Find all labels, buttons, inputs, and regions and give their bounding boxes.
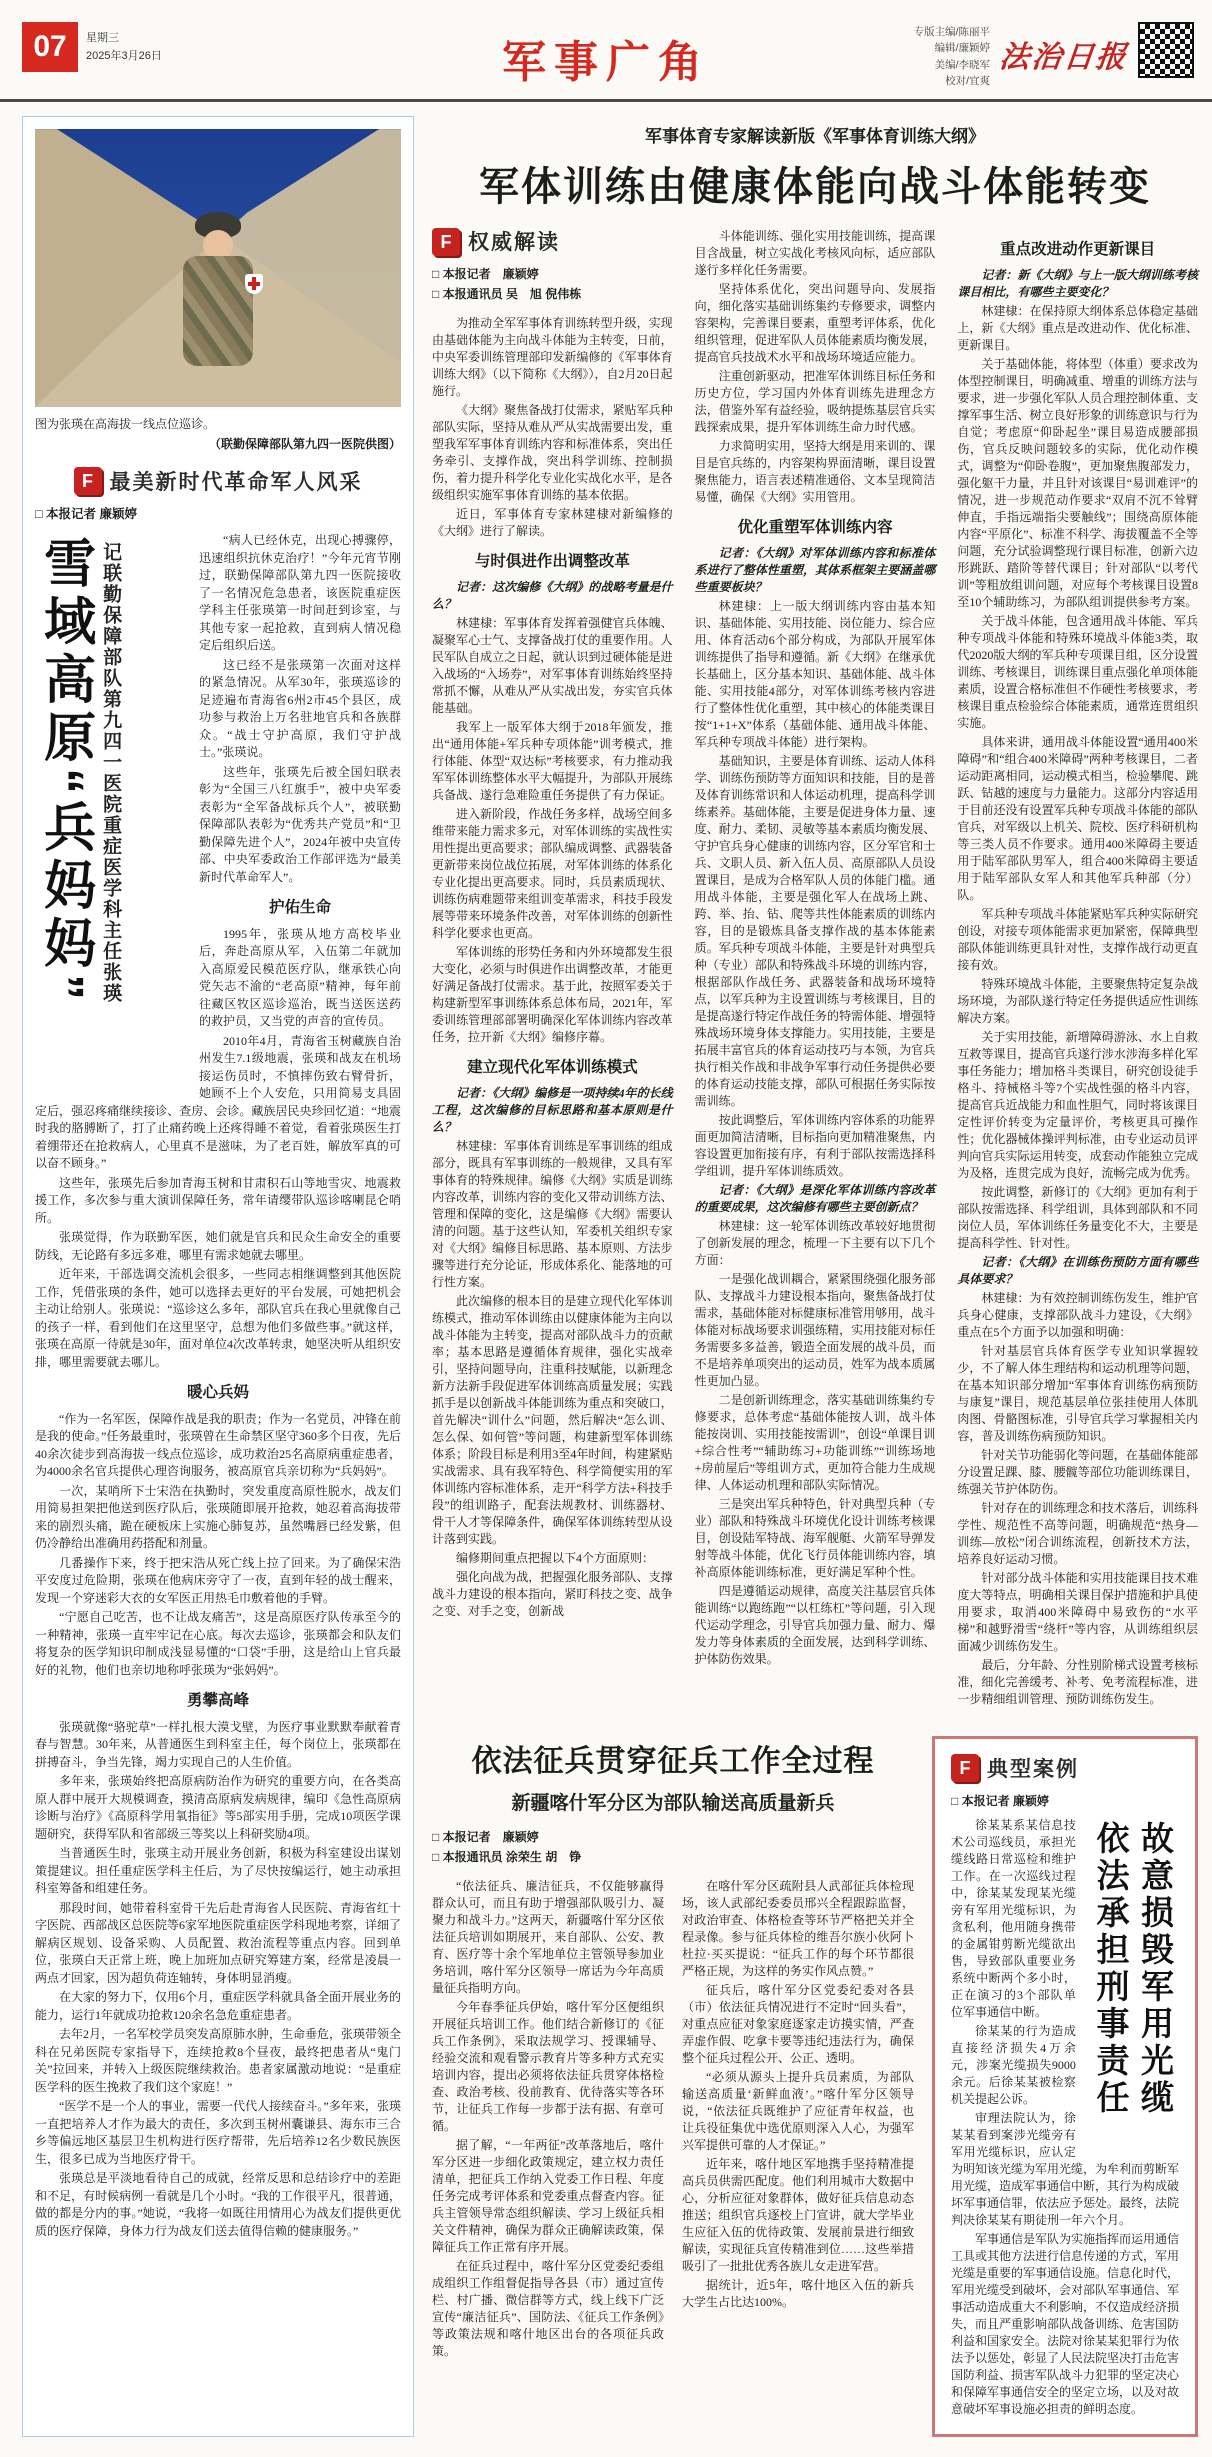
paragraph: 军兵种专项战斗体能紧贴军兵种实际研究创设，对接专项体能需求更加紧密，保障典型部队体能训练更具针对性，支撑作战行动更直接有效。: [957, 907, 1199, 973]
vertical-headline-block: [37, 536, 189, 1096]
kicker: 军事体育专家解读新版《军事体育训练大纲》: [645, 127, 985, 147]
paragraph: 徐某某系某信息技术公司巡线员，承担光缆线路日常巡检和维护工作。在一次巡线过程中，徐某某发现某光缆旁有军用光缆标识，为贪私利，他用随身携带的金属钳剪断光缆欲出售，导致部队重要业务系统中断两个多小时，正在演习的3个部队单位军事通信中断。: [951, 1818, 1076, 2020]
subhead: 重点改进动作更新课目: [1000, 241, 1156, 259]
paragraph: 基础知识，主要是体育训练、运动人体科学、训练伤预防等方面知识和技能，目的是普及体育训练常识和人体运动机理，提高科学训练素养。基础体能，主要是促进身体力量、速度、耐力、柔韧、灵敏等基本素质均衡发展、守护官兵身心健康的训练内容，区分军官和士兵、文职人员、新入伍人员、高原部队人员设置课目，是成为合格军队人员的体能门槛。通用战斗体能，主要是强化军人在战场上跳、跨、举、抬、钻、爬等共性体能素质的训练内容，目的是锻炼具备支撑作战的基本体能素质。军兵种专项战斗体能，主要是针对典型兵种（专业）部队和特殊战斗环境的训练内容，根据部队作战任务、武器装备和战场环境特点，以军兵种为主设置训练与考核课目，目的是提高遂行特定作战任务的特需体能、增强特殊战场环境身体支撑能力。实用技能，主要是拓展丰富官兵的体育运动技巧与本领，为官兵执行相关作战和非战争军事行动任务提供必要的体育运动技能支撑，部队可根据任务实际按需训练。: [694, 754, 936, 1109]
paragraph: 军事通信是军队为实施指挥而运用通信工具或其他方法进行信息传递的方式，军用光缆是重要的军事通信设施。信息化时代，军用光缆受到破坏，会对部队军事通信、军事活动造成重大不利影响，不仅造成经济损失，而且严重影响部队战备训练、危害国防利益和国家安全。法院对徐某某犯罪行为依法予以惩处，彰显了人民法院坚决打击危害国防利益、损害军队战斗力犯罪的坚定决心和保障军事通信安全的坚定立场，以及对故意破坏军事设施必担责的鲜明态度。: [951, 2232, 1180, 2417]
paragraph: 张瑛总是平淡地看待自己的成就，经常反思和总结诊疗中的差距和不足，有时候病例一看就是几个小时。“我的工作很平凡，很普通，做的都是分内的事。”她说，“我将一如既往用情用心为战友们提供更优质的医疗保障，身体力行为战友们送去值得信赖的健康服务。”: [35, 2171, 401, 2238]
photo-caption: 图为张瑛在高海拔一线点位巡诊。: [35, 417, 216, 432]
date: 2025年3月26日: [86, 49, 162, 62]
article-title: 雪域高原“兵妈妈”: [35, 536, 94, 1007]
case-title-line: 依法承担刑事责任: [1092, 1821, 1130, 2118]
main-article-col-1: [432, 228, 673, 1710]
paragraph: 坚持体系优化，突出问题导向、发展指向，细化落实基础训练集约专修要求，调整内容架构，完善课目要素，重塑考评体系，优化组织管理，促进军队人员体能素质均衡发展，提高官兵技战术水平和战场环境适应能力。: [694, 282, 936, 365]
question-paragraph: 记者：《大纲》在训练伤预防方面有哪些具体要求？: [957, 1255, 1199, 1287]
left-article: [22, 116, 414, 2437]
paragraph: 编修期间重点把握以下4个方面原则：: [456, 1550, 655, 1565]
paragraph: 多年来，张瑛始终把高原病防治作为研究的重要方向，在各类高原人群中展开大规模调查，摸清高原病发病规律，编印《急性高原病诊断与治疗》《高原科学用氧指征》等5部实用手册，完成10项医学课题研究，获得军队和省部级三等奖以上科研奖励4项。: [35, 1774, 401, 1841]
paragraph: 强化向战为战，把握强化服务部队、支撑战斗力建设的根本指向，紧盯科技之变、战争之变、对手之变，创新战: [432, 1569, 673, 1618]
badge-label: 最美新时代革命军人风采: [109, 471, 363, 495]
staff-line: 专版主编/陈丽平: [913, 26, 990, 38]
badge-label: 权威解读: [468, 230, 560, 254]
paragraph: 我军上一版军体大纲于2018年颁发，推出“通用体能+军兵种专项体能”训考模式，推行体能、体型“双达标”考核要求，有力推动我军军体训练整体水平大幅提升，为部队开展练兵备战、遂行急难险重任务提供了有力保证。: [432, 719, 673, 802]
case-vertical-headline: [1088, 1821, 1177, 2139]
paragraph: 军体训练的形势任务和内外环境都发生很大变化，必须与时俱进作出调整改革，才能更好满足备战打仗需求。基于此，按照军委关于构建新型军事训练体系总体布局，2021年，军委训练管理部部署明确深化军体训练内容改革任务，拉开新《大纲》编修序幕。: [432, 944, 673, 1044]
paragraph: 近日，军事体育专家林建棣对新编修的《大纲》进行了解读。: [432, 506, 673, 538]
paragraph: 林建棣：上一版大纲训练内容由基本知识、基础体能、实用技能、岗位能力、综合应用、体育活动6个部分构成，为部队开展军体训练提供了指导和遵循。新《大纲》在继承优长基础上，区分基本知识、基础体能、战斗体能、实用技能4部分，对军体训练考核内容进行了整体性优化重塑，其中核心的体能类课目按“1+1+X”体系（基础体能、通用战斗体能、军兵种专项战斗体能）进行架构。: [694, 599, 936, 750]
subhead: 暖心兵妈: [186, 1384, 249, 1402]
subhead: 与时俱进作出调整改革: [474, 552, 630, 570]
section-badge: [432, 228, 673, 256]
paragraph: 林建棣：军事体育训练是军事训练的组成部分，既具有军事训练的一般规律，又具有军事体育的特殊规律。编修《大纲》实质是训练内容改革，训练内容的变化又带动训练方法、管理和保障的变化，这是编修《大纲》需要认清的问题。基于这些认知，军委机关组织专家对《大纲》编修目标思路、基本原则、方法步骤等进行充分论证，形成体系化、能落地的可行性方案。: [432, 1138, 673, 1289]
paragraph: 四是遵循运动规律，高度关注基层官兵体能训练“以跑练跑”“以杠练杠”等问题，引入现代运动学理念，引导官兵加强力量、耐力、爆发力等身体素质的全面发展，达到科学训练、护体防伤效果。: [694, 1584, 936, 1667]
paragraph: 几番操作下来，终于把宋浩从死亡线上拉了回来。为了确保宋浩平安度过危险期，张瑛在他病床旁守了一夜，直到年轻的战士醒来，发现一个穿迷彩大衣的女军医正用热毛巾敷着他的手臂。: [35, 1555, 401, 1605]
main-article: [432, 122, 1198, 1710]
paragraph: 针对关节功能弱化等问题，在基础体能部分设置足踝、膝、腰髋等部位功能训练课目，练强关节护体防伤。: [957, 1448, 1199, 1497]
paragraph: 针对部分战斗体能和实用技能课目技术难度大等特点，明确相关课目保护措施和护具使用要求，取消400米障碍中易致伤的“水平梯”和越野滑雪“绕杆”等内容，从训练组织层面减少训练伤发生。: [957, 1571, 1199, 1654]
paragraph: 林建棣：在保持原大纲体系总体稳定基础上，新《大纲》重点是改进动作、优化标准、更新课目。: [957, 304, 1199, 353]
question-paragraph: 记者：新《大纲》与上一版大纲训练考核课目相比，有哪些主要变化？: [957, 268, 1199, 300]
paragraph: 一是强化战训耦合，紧紧围绕强化服务部队、支撑战斗力建设根本指向，聚焦备战打仗需求，基础体能对标健康标准管用够用，战斗体能对标战场要求训强练精，实用技能对标任务需要多多益善，锻造全面发展的战斗员，而不是培养单项突出的运动员，姓军为战本质属性更加凸显。: [694, 1272, 936, 1389]
paragraph-list: [695, 228, 936, 1668]
subhead: 护佑生命: [268, 899, 331, 917]
paragraph: 针对基层官兵体育医学专业知识掌握较少，不了解人体生理结构和运动机理等问题，在基本知识部分增加“军事体育训练伤病预防与康复”课目，规范基层单位张挂使用人体肌肉图、骨骼图标准，引导官兵学习掌握相关内容，普及训练伤病预防知识。: [957, 1344, 1199, 1444]
weekday: 星期三: [86, 32, 119, 44]
paragraph: 在征兵过程中，喀什军分区党委纪委组成组织工作组督促指导各县（市）通过宣传栏、村广播、微信群等方式，线上线下广泛宣传“廉洁征兵”、国防法、《征兵工作条例》等政策法规和喀什地区出台的各项征兵政策。: [432, 2258, 664, 2358]
paragraph: 关于基础体能，将体型（体重）要求改为体型控制课目，明确减重、增重的训练方法与要求，进一步强化军队人员合理控制体重、支撑军事生活、树立良好形象的训练意识与行为自觉；考虑原“仰卧起坐”课目易造成腰部损伤，官兵反映问题较多的实际，优化动作模式，调整为“仰卧卷腹”，更加聚焦腹部发力，强化躯干力量，并且针对该课目“易训难评”的情况，进一步规范动作要求“双肩不沉不耸臂伸直，手指远端指尖要触线”；围绕高原体能内容“平原化”、标准不科学、海拔覆盖不全等问题，充分试验调整现行课目标准，创新六边形跳跃、踏阶等替代课目；针对部队“以考代训”等粗放组训问题，对应每个考核课目设置8至10个辅助练习，为部队组训提供参考方案。: [957, 357, 1199, 610]
paragraph: 去年2月，一名军校学员突发高原肺水肿，生命垂危，张瑛带领全科在兄弟医院专家指导下，连续抢救8个昼夜，最终把患者从“鬼门关”拉回来，并转入上级医院继续救治。患者家属激动地说：“是重症医学科的医生挽救了我们这个家庭！”: [35, 2027, 402, 2094]
paragraph: 据统计，近5年，喀什地区入伍的新兵大学生占比达100%。: [682, 2277, 914, 2309]
paragraph-list: [957, 241, 1198, 1708]
question-paragraph: 记者：《大纲》是深化军体训练内容改革的重要成果，这次编修有哪些主要创新点？: [694, 1183, 936, 1215]
paragraph: 林建棣：为有效控制训练伤发生，维护官兵身心健康，支撑部队战斗力建设，《大纲》重点在5个方面予以加强和明确：: [957, 1291, 1199, 1340]
staff-line: 美编/李晓军: [934, 58, 990, 71]
case-title-line: 故意损毁军用光缆: [1137, 1821, 1174, 2118]
conscription-article: [432, 1736, 914, 2437]
byline: □ 本报记者 廉颖婷: [951, 1794, 1049, 1809]
right-area: [432, 116, 1198, 2437]
paragraph: 这已经不是张瑛第一次面对这样的紧急情况。从军30年，张瑛巡诊的足迹遍布青海省6州2市45个县区，成功参与救治上万名驻地官兵和各族群众。“战士守护高原，我们守护战士。”张瑛说。: [199, 657, 401, 760]
conscription-col-1: [432, 1878, 664, 2362]
question-paragraph: 记者：《大纲》对军体训练内容和标准体系进行了整体性重塑，其体系框架主要涵盖哪些重要板块？: [694, 546, 936, 595]
article-headline: 依法征兵贯穿征兵工作全过程: [471, 1745, 875, 1779]
paragraph: 特殊环境战斗体能，主要聚焦特定复杂战场环境，为部队遂行特定任务提供适应性训练解决方案。: [957, 977, 1199, 1026]
paragraph: 据了解，“一年两征”改革落地后，喀什军分区进一步细化政策规定，建立权力责任清单，把征兵工作纳入党委工作日程、年度任务完成考评体系和党委重点督查内容。征兵主管领导常态组织解读、学习上级征兵相关文件精神，确保为群众正确解读政策，保障征兵工作正常有序开展。: [432, 2137, 664, 2254]
paragraph: 力求简明实用，坚持大纲是用来训的、课目是官兵练的，内容架构界面清晰，课目设置聚焦能力，语言表述精准通俗、文本呈现简洁易懂，确保《大纲》实用管用。: [694, 439, 936, 505]
paragraph: 《大纲》聚焦备战打仗需求，紧贴军兵种部队实际，坚持从难从严从实战需要出发，重塑我军军事体育训练内容和标准体系，突出任务牵引、支撑作战，突出科学训练、控制损伤，着力提升科学化专业化实战化水平，是各级组织实施军事体育训练的基本依据。: [432, 402, 673, 502]
paragraph: 这些年，张瑛先后参加青海玉树和甘肃积石山等地雪灾、地震救援工作，多次参与重大演训保障任务，常年请缨带队巡诊喀喇昆仑哨所。: [35, 1175, 401, 1225]
byline: □ 本报记者 廉颖婷: [432, 267, 539, 282]
paragraph: “病人已经休克，出现心搏骤停，迅速组织抗休克治疗！”今年元宵节刚过，联勤保障部队第九四一医院接收了一名情况危急患者，该医院重症医学科主任张瑛第一时间赶到诊室，与其他专家一起抢救，直到病人情况稳定后组织后送。: [199, 533, 401, 653]
fazhi-cube-icon: F: [951, 1754, 979, 1782]
paragraph: 近年来，干部选调交流机会很多，一些同志相继调整到其他医院工作，凭借张瑛的条件，她可以选择去更好的平台发展，可她把机会主动让给别人。张瑛说：“巡诊这么多年，部队官兵在我心里就像自己的孩子一样，看到他们在这里坚守，总想为他们多做些事。”就这样，张瑛在高原一待就是30年，面对单位4次改革转隶，她坚决听从组织安排，哪里需要就去哪儿。: [35, 1267, 402, 1369]
subhead: 勇攀高峰: [186, 1692, 249, 1710]
fazhi-cube-icon: F: [432, 228, 460, 256]
paragraph: 张瑛就像“骆驼草”一样扎根大漠戈壁，为医疗事业默默奉献着青春与智慧。30年来，从普通医生到科室主任，每个岗位上，张瑛都在拼搏奋斗，争当先锋，竭力实现自己的人生价值。: [35, 1719, 401, 1769]
paragraph: “医学不是一个人的事业，需要一代代人接续奋斗。”多年来，张瑛一直把培养人才作为最大的责任，多次到玉树州囊谦县、海东市三合乡等偏远地区基层卫生机构进行医疗帮带，先后培养12名少数民族医生，很多已成为当地医疗骨干。: [35, 2099, 401, 2166]
byline: □ 本报通讯员 吴 旭 倪伟栋: [432, 287, 582, 302]
article-subtitle: 新疆喀什军分区为部队输送高质量新兵: [511, 1793, 835, 1815]
main-headline: 军体训练由健康体能向战斗体能转变: [479, 165, 1151, 210]
paragraph: 张瑛觉得，作为联勤军医，她们就是官兵和民众生命安全的重要防线，无论路有多远多难，哪里有需求她就去哪里。: [35, 1230, 401, 1262]
paragraph: “宁愿自己吃苦，也不让战友痛苦”，这是高原医疗队传承至今的一种精神，张瑛一直牢牢记在心底。每次去巡诊，张瑛都会和队友们将复杂的医学知识印制成浅显易懂的“口袋”手册，这是给山上官兵最好的礼物，他们也亲切地称呼张瑛为“张妈妈”。: [35, 1610, 401, 1677]
case-body: [951, 1817, 1179, 2418]
question-paragraph: 记者：这次编修《大纲》的战略考量是什么？: [432, 579, 673, 611]
main-article-col-2: [695, 228, 936, 1710]
paragraph: “依法征兵、廉洁征兵，不仅能够赢得群众认可，而且有助于增强部队吸引力、凝聚力和战斗力。”这两天，新疆喀什军分区依法征兵培训如期展开，来自部队、公安、教育、医疗等十余个军地单位主管领导参加业务培训，喀什军分区领导一席话为今年高质量征兵指明方向。: [432, 1878, 664, 1995]
red-cross-patch: [245, 274, 263, 294]
subhead: 建立现代化军体训练模式: [467, 1058, 638, 1076]
staff-line: 编辑/廉颖婷: [934, 42, 990, 55]
paragraph: 林建棣：军事体育发挥着强健官兵体魄、凝聚军心士气、支撑备战打仗的重要作用。人民军队自成立之日起，就认识到过硬体能是进入战场的“入场券”，对军事体育训练始终坚持常抓不懈，从难从严从实战出发，夯实官兵体能基础。: [432, 615, 673, 715]
paragraph: 在喀什军分区疏附县人武部征兵体检现场，该人武部纪委委员邢兴全程跟踪监督，对政治审查、体格检查等环节严格把关并全程录像。参与征兵体检的维吾尔族小伙阿卜杜拉·买买提说：“征兵工作的每个环节都很严格正规，为这样的务实作风点赞。”: [682, 1878, 914, 1978]
main-article-col-3: [957, 228, 1198, 1710]
paragraph: 当普通医生时，张瑛主动开展业务创新，积极为科室建设出谋划策提建议。担任重症医学科主任后，为了尽快按编运行，她主动承担科室筹备和组建任务。: [35, 1846, 401, 1896]
photo-soldier-mountain: [35, 129, 401, 407]
paragraph: 这些年，张瑛先后被全国妇联表彰为“全国三八红旗手”，被中央军委表彰为“全军备战标兵个人”，被联勤保障部队表彰为“优秀共产党员”和“卫勤保障先进个人”，2024年被中央宣传部、中央军委政治工作部评选为“最美新时代革命军人”。: [199, 764, 401, 884]
paragraph: 此次编修的根本目的是建立现代化军体训练模式，推动军体训练由以健康体能为主向以战斗体能为主转变，提高对部队战斗力的贡献率；基本思路是遵循体育规律，强化实战牵引，坚持问题导向，注重科技赋能，以新理念新方法新手段促进军体训练高质量发展；实践抓手是以创新战斗体能训练为重点和突破口，首先解决“训什么”问题，然后解决“怎么训、怎么保、如何管”等问题，构建新型军体训练体系；阶段目标是利用3至4年时间，构建紧贴实战需求、具有我军特色、科学简便实用的军体训练内容标准体系，走开“科学方法+科技手段”的组训路子，配套法规教材、训练器材、骨干人才等保障条件，确保军体训练转型从设计落到实践。: [432, 1293, 673, 1546]
photo-credit: （联勤保障部队第九四一医院供图）: [208, 437, 401, 452]
soldier-figure: [175, 212, 261, 382]
page-number-badge: 07: [22, 22, 78, 72]
paragraph: 关于实用技能，新增障碍游泳、水上自救互救等课目，提高官兵遂行涉水涉海多样化军事任务能力；增加格斗类课目，研究创设徒手格斗、持械格斗等7个实战性强的格斗内容，提高官兵近战能力和血性胆气，同时将该课目定性评价转变为定量评价，考核更具可操作性；优化器械体操评判标准，由专业运动员评判向官兵实际运用转变，成套动作能独立完成为及格，连贯完成为良好，流畅完成为优秀。: [957, 1030, 1199, 1181]
paragraph: 按此调整后，军体训练内容体系的功能界面更加简洁清晰，目标指向更加精准聚焦，内容设置更加衔接有序，有利于部队按需选择科学组训，提升军体训练质效。: [694, 1113, 936, 1179]
conscription-col-2: [682, 1878, 914, 2362]
byline: □ 本报通讯员 涂荣生 胡 铮: [432, 1850, 582, 1865]
paragraph: 徐某某的行为造成直接经济损失4万余元，涉案光缆损失9000余元。后徐某某被检察机关提起公诉。: [951, 2024, 1076, 2107]
paragraph: 斗体能训练、强化实用技能训练，提高课目含战量，树立实战化考核风向标，适应部队遂行多样化任务需要。: [694, 229, 936, 278]
paragraph: 为推动全军军事体育训练转型升级，实现由基础体能为主向战斗体能为主转变，日前，中央军委训练管理部印发新编修的《军事体育训练大纲》（以下简称《大纲》），自2月20日起施行。: [432, 315, 673, 398]
paragraph: 今年春季征兵伊始，喀什军分区便组织开展征兵培训工作。他们结合新修订的《征兵工作条例》，采取法规学习、授课辅导、经验交流和观看警示教育片等多种方式充实培训内容，提出必须将依法征兵贯穿体格检查、政治考核、役前教育、优待落实等各环节，让征兵工作每一步都于法有据、有章可循。: [432, 1999, 664, 2133]
paragraph: 1995年，张瑛从地方高校毕业后，奔赴高原从军，入伍第二年就加入高原爱民模范医疗队，继承铁心向党矢志不渝的“老高原”精神，每年前往藏区牧区巡诊巡治，既当送医送药的救护员，又当党的声音的宣传员。: [199, 926, 401, 1029]
paragraph-list: [432, 315, 673, 1620]
fazhi-cube-icon: F: [74, 467, 102, 495]
article-body: [35, 532, 401, 2240]
paragraph: 三是突出军兵种特色，针对典型兵种（专业）部队和特殊战斗环境优化设计训练考核课目，创设陆军特战、海军舰艇、火箭军导弹发射等战斗体能，优化飞行员体能训练内容，填补高原体能训练标准，更好满足军种个性。: [694, 1497, 936, 1580]
byline: □ 本报记者 廉颖婷: [432, 1830, 539, 1845]
column-badge: [35, 466, 401, 496]
byline: □ 本报记者 廉颖婷: [35, 507, 137, 522]
paragraph: 一次，某哨所下士宋浩在执勤时，突发重度高原性脱水，战友们用简易担架把他送到医疗队后，张瑛随即展开抢救，她忍着高海拔带来的剧烈头痛，跪在硬板床上实施心肺复苏，虽然嘴唇已经发紫，但仍冷静给出准确用药搭配和剂量。: [35, 1483, 401, 1551]
staff-line: 校对/宜爽: [945, 74, 990, 87]
paragraph: 关于战斗体能，包含通用战斗体能、军兵种专项战斗体能和特殊环境战斗体能3类，取代2020版大纲的军兵种专项课目组，区分设置训练、考核课目，训练课目重点强化单项体能素质，设置合格标准但不作硬性考核要求，考核课目重点检验综合体能素质，通常连贯组织实施。: [957, 614, 1199, 731]
paragraph: 审理法院认为，徐某某看到案涉光缆旁有军用光缆标识，应认定为明知该光缆为军用光缆，为牟利而剪断军用光缆，造成军事通信中断，其行为构成破坏军事通信罪，依法应予惩处。最终，法院判决徐某某有期徒刑一年六个月。: [951, 2111, 1180, 2228]
paragraph: 进入新阶段，作战任务多样，战场空间多维带来能力需求多元，对军体训练的实战性实用性提出更高要求；部队编成调整、武器装备更新带来岗位战位拓展，对军体训练的体系化专业化提出更高要求。同时，兵员素质现状、训练伤病难题带来组训变革需求，科技手段发展等带来环境条件改善，对军体训练的创新性科学化要求也更高。: [432, 806, 673, 940]
paragraph: 具体来讲，通用战斗体能设置“通用400米障碍”和“组合400米障碍”两种考核课目，二者运动距离相同，运动模式相当，检验攀爬、跳跃、钻越的速度与力量能力。这部分内容适用于目前还没有设置军兵种专项战斗体能的部队官兵，对军级以上机关、院校、医疗科研机构等三类人员不作要求。通用400米障碍主要适用于陆军部队男军人，组合400米障碍主要适用于陆军部队女军人和其他军兵种部（分）队。: [957, 735, 1199, 903]
section-title: 军事广角: [502, 38, 710, 87]
paragraph: 征兵后，喀什军分区党委纪委对各县（市）依法征兵情况进行不定时“回头看”，对重点应征对象家庭逐家走访摸实情，严查弄虚作假、吃拿卡要等违纪违法行为，确保整个征兵过程公开、公正、透明。: [682, 1982, 914, 2065]
paragraph: 按此调整，新修订的《大纲》更加有利于部队按需选择、科学组训，具体到部队和不同岗位人员，军体训练任务量变化不大，主要是提高科学性、针对性。: [957, 1185, 1199, 1251]
paragraph: 近年来，喀什地区军地携手坚持精准提高兵员供需匹配度。他们利用城市大数据中心，分析应征对象群体，做好征兵信息动态推送；组织官兵逐校上门宣讲，就大学毕业生应征入伍的优待政策、发展前景进行细致解读，实现征兵宣传精准到位……这些举措吸引了一批批优秀各族儿女走进军营。: [682, 2156, 914, 2273]
paragraph: 最后，分年龄、分性别阶梯式设置考核标准，细化完善缓考、补考、免考流程标准，进一步精细组训管理、预防训练伤发生。: [957, 1658, 1199, 1707]
article-subtitle: 记联勤保障部队第九四一医院重症医学科主任张瑛: [100, 542, 122, 1005]
paragraph: 针对存在的训练理念和技术落后，训练科学性、规范性不高等问题，明确规范“热身—训练—放松”闭合训练流程，创新技术方法，培养良好运动习惯。: [957, 1501, 1199, 1567]
paragraph: 那段时间，她带着科室骨干先后赴青海省人民医院、青海省红十字医院、西部战区总医院等6家军地医院重症医学科现地考察，详细了解病区规划、设备采购、人员配置、救治流程等重点内容。回到单位，张瑛白天正常上班，晚上加班加点研究筹建方案，经常是凌晨一两点才回家，因为超负荷连轴转，身体明显消瘦。: [35, 1900, 402, 1985]
page-header: [0, 0, 1212, 102]
paragraph: 林建棣：这一轮军体训练改革较好地贯彻了创新发展的理念，梳理一下主要有以下几个方面：: [694, 1219, 936, 1268]
paragraph: “必须从源头上提升兵员素质，为部队输送高质量‘新鲜血液’。”喀什军分区领导说，“依法征兵既维护了应征青年权益，也让兵役征集优中选优原则深入人心，为强军兴军提供可靠的人才保证。”: [682, 2069, 914, 2152]
section-badge: [951, 1753, 1179, 1783]
question-paragraph: 记者：《大纲》编修是一项持续4年的长线工程，这次编修的目标思路和基本原则是什么？: [432, 1085, 673, 1134]
paragraph: 注重创新驱动，把准军体训练目标任务和历史方位，学习国内外体育训练先进理念方法，借鉴外军有益经验，吸纳提炼基层官兵实践探索成果，提升军体训练生命力时代感。: [694, 369, 936, 435]
badge-label: 典型案例: [987, 1758, 1079, 1782]
paragraph: 二是创新训练理念，落实基础训练集约专修要求，总体考虑“基础体能按人训，战斗体能按岗训、实用技能按需训”，创设“单课目训+综合性考”“辅助练习+功能训练”“训练场地+房前屋后”等组训方式，更加符合能力生成规律、人体运动机理和部队实际情况。: [694, 1393, 936, 1493]
masthead-logo: 法治日报: [997, 41, 1130, 74]
paragraph: 2010年4月，青海省玉树藏族自治州发生7.1级地震，张瑛和战友在机场接运伤员时，不慎摔伤致右臂骨折，她顾不上个人安危，只用简易支具固定后，强忍疼痛继续接诊、查房、会诊。藏族居民央珍回忆道：“地震时我的胳膊断了，打了止痛药晚上还疼得睡不着觉，看着张瑛医生打着绷带还在抢救病人，心里真不是滋味，为了老百姓，解放军真的可以奋不顾身。”: [35, 1033, 401, 1171]
typical-case-box: [932, 1736, 1198, 2437]
paragraph: “作为一名军医，保障作战是我的职责；作为一名党员，冲锋在前是我的使命。”任务最重时，张瑛曾在生命禁区坚守360多个日夜，先后40余次徒步到高海拔一线点位巡诊，成功救治25名高原病重症患者，为4000余名官兵提供心理咨询服务，被高原官兵亲切称为“兵妈妈”。: [35, 1411, 401, 1479]
subhead: 优化重塑军体训练内容: [737, 519, 893, 537]
paragraph: 在大家的努力下，仅用6个月，重症医学科就具备全面开展业务的能力，运行1年就成功抢救120余名急危重症患者。: [35, 1990, 402, 2022]
